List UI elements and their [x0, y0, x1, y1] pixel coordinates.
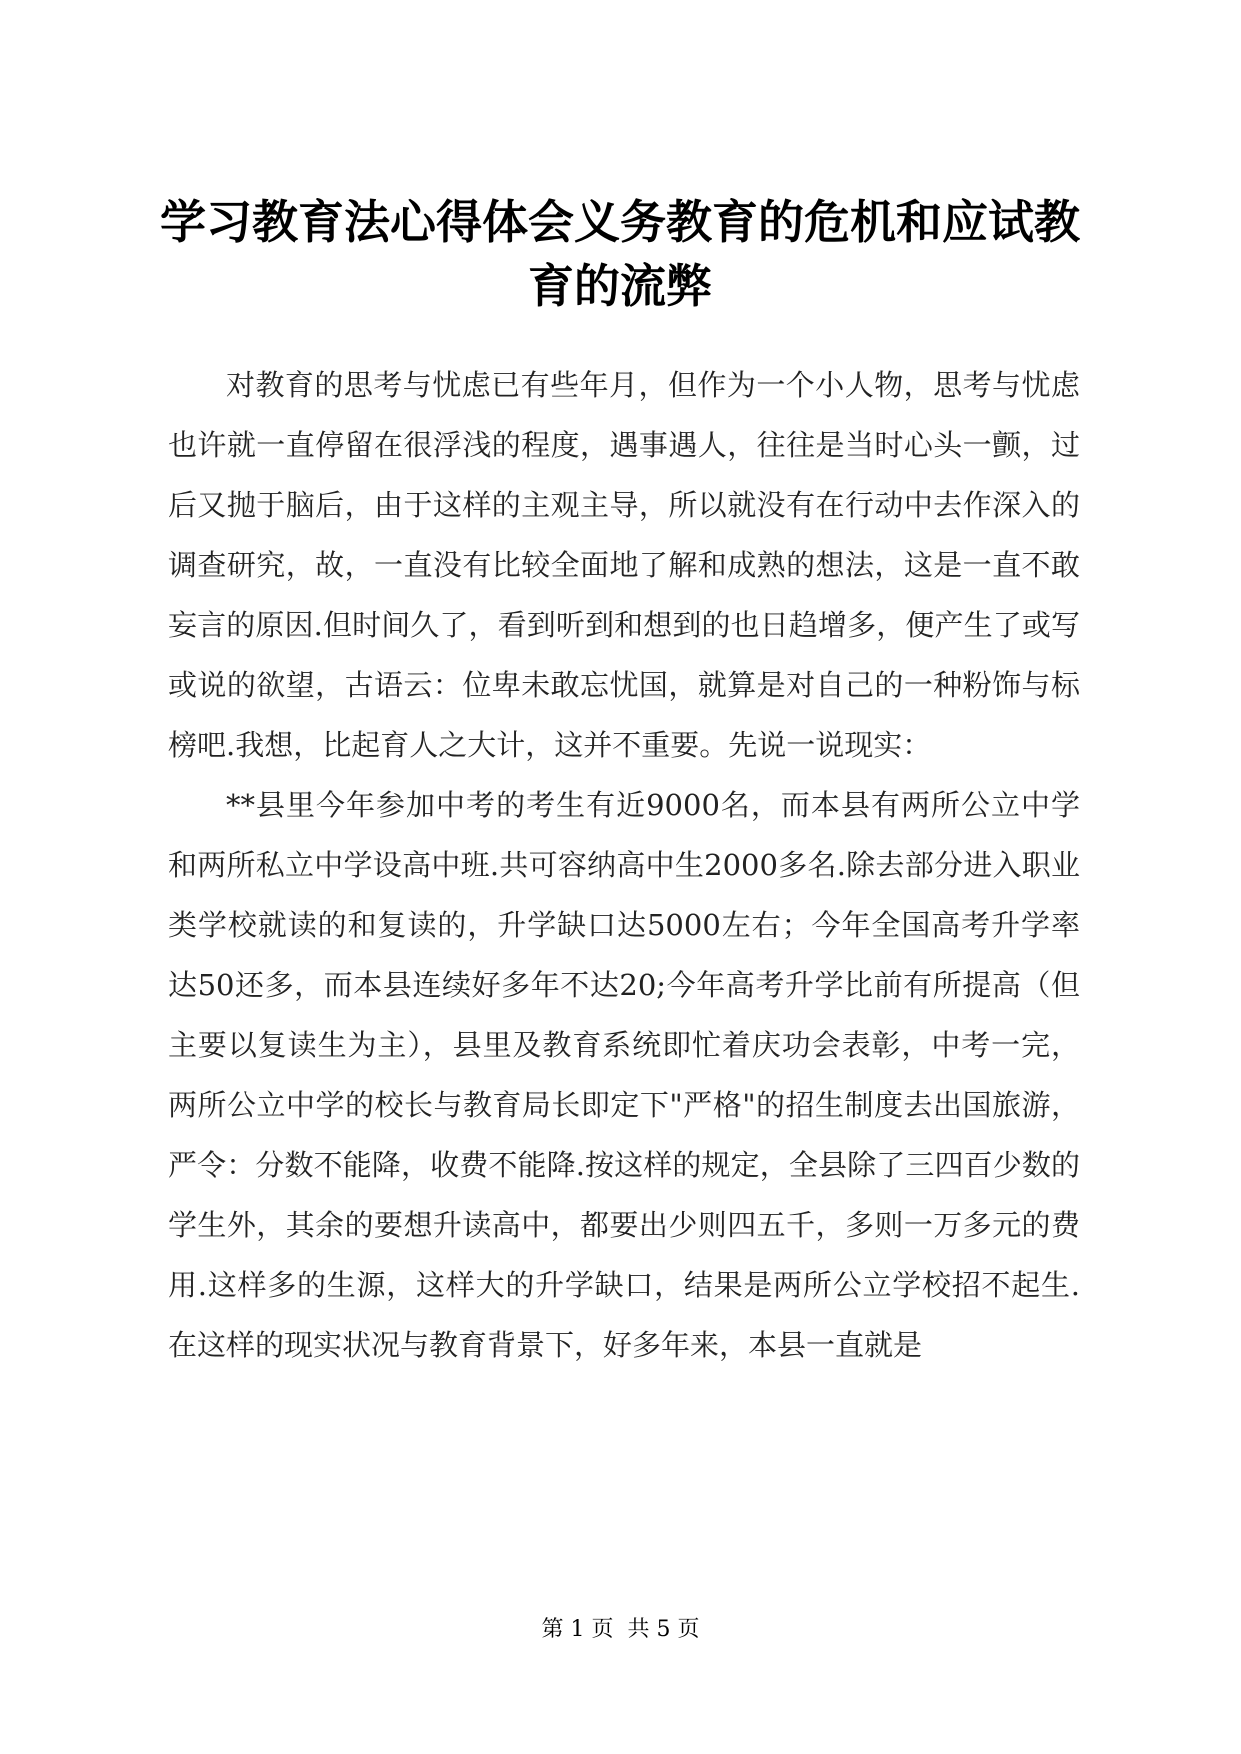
paragraph-2: **县里今年参加中考的考生有近9000名，而本县有两所公立中学和两所私立中学设高中班.共可容纳高中生2000多名.除去部分进入职业类学校就读的和复读的，升学缺口达5000左右；今年全国高考升学率达50还多，而本县连续好多年不达20;今年高考升学比前有所提高（但主要以复读生为主），县里及教育系统即忙着庆功会表彰，中考一完，两所公立中学的校长与教育局长即定下"严格"的招生制度去出国旅游，严令：分数不能降，收费不能降.按这样的规定，全县除了三四百少数的学生外，其余的要想升读高中，都要出少则四五千，多则一万多元的费用.这样多的生源，这样大的升学缺口，结果是两所公立学校招不起生.在这样的现实状况与教育背景下，好多年来，本县一直就是	[168, 788, 1080, 1362]
page-footer	[0, 1612, 1241, 1643]
document-title: 学习教育法心得体会义务教育的危机和应试教育的流弊	[160, 195, 1080, 313]
document-body	[168, 355, 1080, 1375]
paragraph-1: 对教育的思考与忧虑已有些年月，但作为一个小人物，思考与忧虑也许就一直停留在很浮浅的程度，遇事遇人，往往是当时心头一颤，过后又抛于脑后，由于这样的主观主导，所以就没有在行动中去作深入的调查研究，故，一直没有比较全面地了解和成熟的想法，这是一直不敢妄言的原因.但时间久了，看到听到和想到的也日趋增多，便产生了或写或说的欲望，古语云：位卑未敢忘忧国，就算是对自己的一种粉饰与标榜吧.我想，比起育人之大计，这并不重要。先说一说现实：	[168, 368, 1080, 762]
page-number-label: 第 1 页 共 5 页	[541, 1617, 700, 1642]
